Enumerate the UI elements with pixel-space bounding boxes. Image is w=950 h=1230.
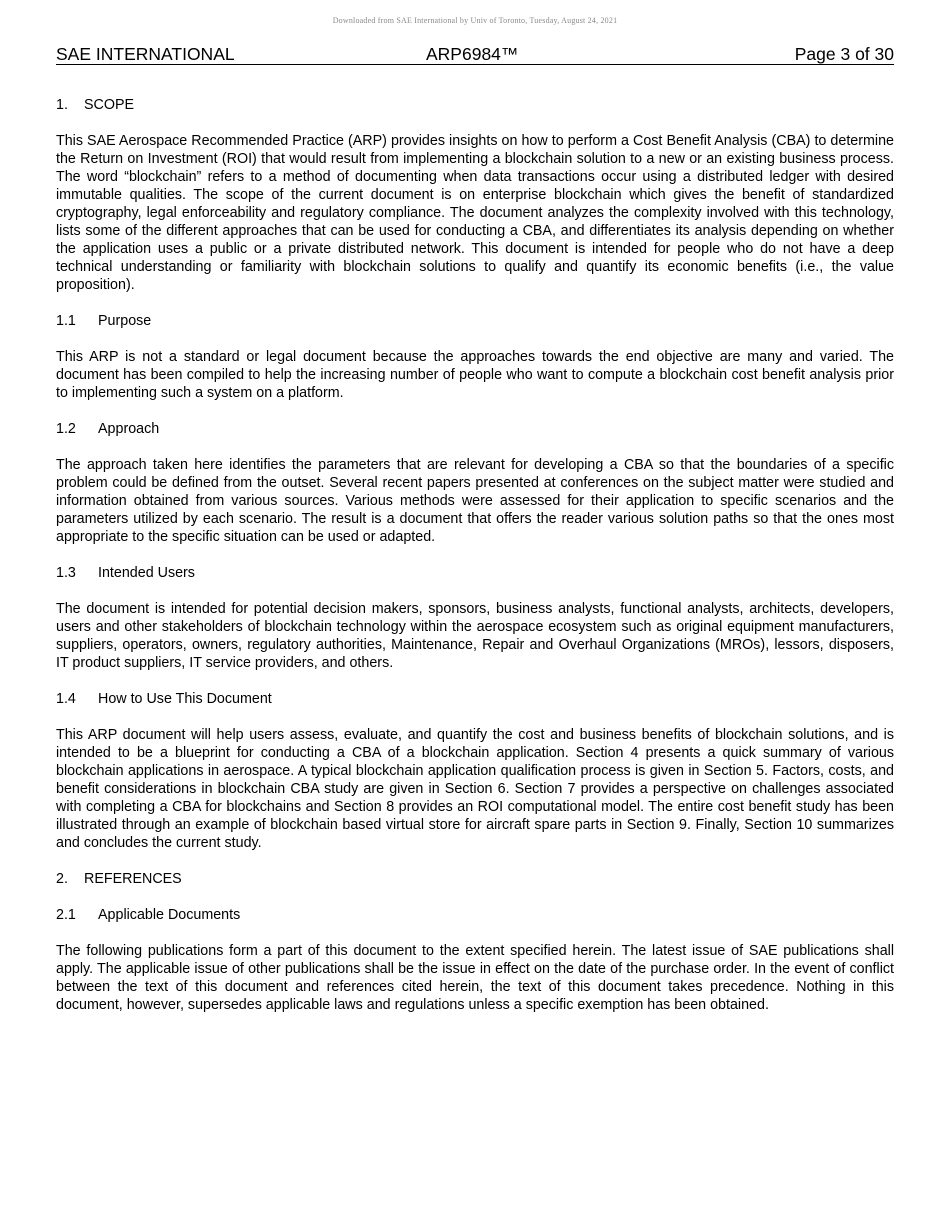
- section-heading-how-to-use: [56, 690, 894, 708]
- download-watermark: Downloaded from SAE International by Univ of Toronto, Tuesday, August 24, 2021: [332, 16, 618, 25]
- purpose-paragraph: This ARP is not a standard or legal document because the approaches towards the end objective are many and varied. The document has been compiled to help the increasing number of people who want to compute a blockchain cost benefit analysis prior to implementing such a system on a platform.: [56, 349, 894, 401]
- section-number: 1.4: [56, 691, 76, 707]
- section-title: Intended Users: [98, 565, 195, 581]
- applicable-documents-paragraph: The following publications form a part of this document to the extent specified herein. The latest issue of SAE publications shall apply. The applicable issue of other publications shall be the issue in effect on the date of the purchase order. In the event of conflict between the text of this document and references cited herein, the text of this document takes precedence. Nothing in this document, however, supersedes applicable laws and regulations unless a specific exemption has been obtained.: [56, 943, 894, 1013]
- section-number: 1.2: [56, 421, 76, 437]
- section-title: REFERENCES: [84, 871, 182, 887]
- section-title: How to Use This Document: [98, 691, 272, 707]
- section-heading-approach: [56, 420, 894, 438]
- section-title: Purpose: [98, 313, 152, 329]
- section-heading-applicable-documents: [56, 906, 894, 924]
- page-header: [56, 44, 894, 65]
- document-number: ARP6984™: [426, 44, 519, 64]
- section-number: 2.1: [56, 907, 76, 923]
- section-heading-references: [56, 870, 894, 888]
- section-heading-purpose: [56, 312, 894, 330]
- section-number: 1.3: [56, 565, 76, 581]
- intended-users-paragraph: The document is intended for potential decision makers, sponsors, business analysts, functional analysts, architects, developers, users and other stakeholders of blockchain technology within the aerospace ecosystem such as original equipment manufacturers, suppliers, operators, owners, regulatory authorities, Maintenance, Repair and Overhaul Organizations (MROs), lessors, disposers, IT product suppliers, IT service providers, and others.: [56, 601, 894, 671]
- section-title: Approach: [98, 421, 160, 437]
- how-to-use-paragraph: This ARP document will help users assess, evaluate, and quantify the cost and business benefits of blockchain solutions, and is intended to be a blueprint for conducting a CBA of a blockchain application. Section 4 presents a quick summary of various blockchain applications in aerospace. A typical blockchain application qualification process is given in Section 5. Factors, costs, and benefit considerations in blockchain CBA study are given in Section 6. Section 7 provides a perspective on challenges associated with completing a CBA for blockchains and Section 8 provides an ROI computational model. The entire cost benefit study has been illustrated through an example of blockchain based virtual store for aircraft spare parts in Section 9. Finally, Section 10 summarizes and concludes the current study.: [56, 727, 894, 851]
- page-number: Page 3 of 30: [794, 44, 894, 64]
- publisher-name: SAE INTERNATIONAL: [56, 44, 235, 64]
- section-heading-intended-users: [56, 564, 894, 582]
- section-heading-scope: [56, 96, 894, 114]
- scope-paragraph: This SAE Aerospace Recommended Practice (ARP) provides insights on how to perform a Cost Benefit Analysis (CBA) to determine the Return on Investment (ROI) that would result from implementing a blockchain solution to a new or an existing business process. The word “blockchain” refers to a method of documenting when data transactions occur using a distributed ledger with desired immutable qualities. The scope of the current document is on enterprise blockchain which gives the benefit of standardized cryptography, legal enforceability and regulatory compliance. The document analyzes the complexity involved with this technology, lists some of the different approaches that can be used for conducting a CBA, and differentiates its analysis depending on whether the application uses a public or a private distributed network. This document is intended for people who do not have a deep technical understanding or familiarity with blockchain solutions to qualify and quantify its economic benefits (i.e., the value proposition).: [56, 133, 894, 293]
- section-number: 1.: [56, 97, 68, 113]
- approach-paragraph: The approach taken here identifies the parameters that are relevant for developing a CBA so that the boundaries of a specific problem could be defined from the outset. Several recent papers presented at conferences on the subject matter were studied and information obtained from various sources. Various methods were assessed for their application to specific scenarios and the parameters utilized by each scenario. The result is a document that offers the reader various solution paths so that the ones most appropriate to the specific situation can be used or adapted.: [56, 457, 894, 545]
- section-title: Applicable Documents: [98, 907, 241, 923]
- document-body: [56, 96, 894, 1014]
- section-number: 1.1: [56, 313, 76, 329]
- section-number: 2.: [56, 871, 68, 887]
- section-title: SCOPE: [84, 97, 135, 113]
